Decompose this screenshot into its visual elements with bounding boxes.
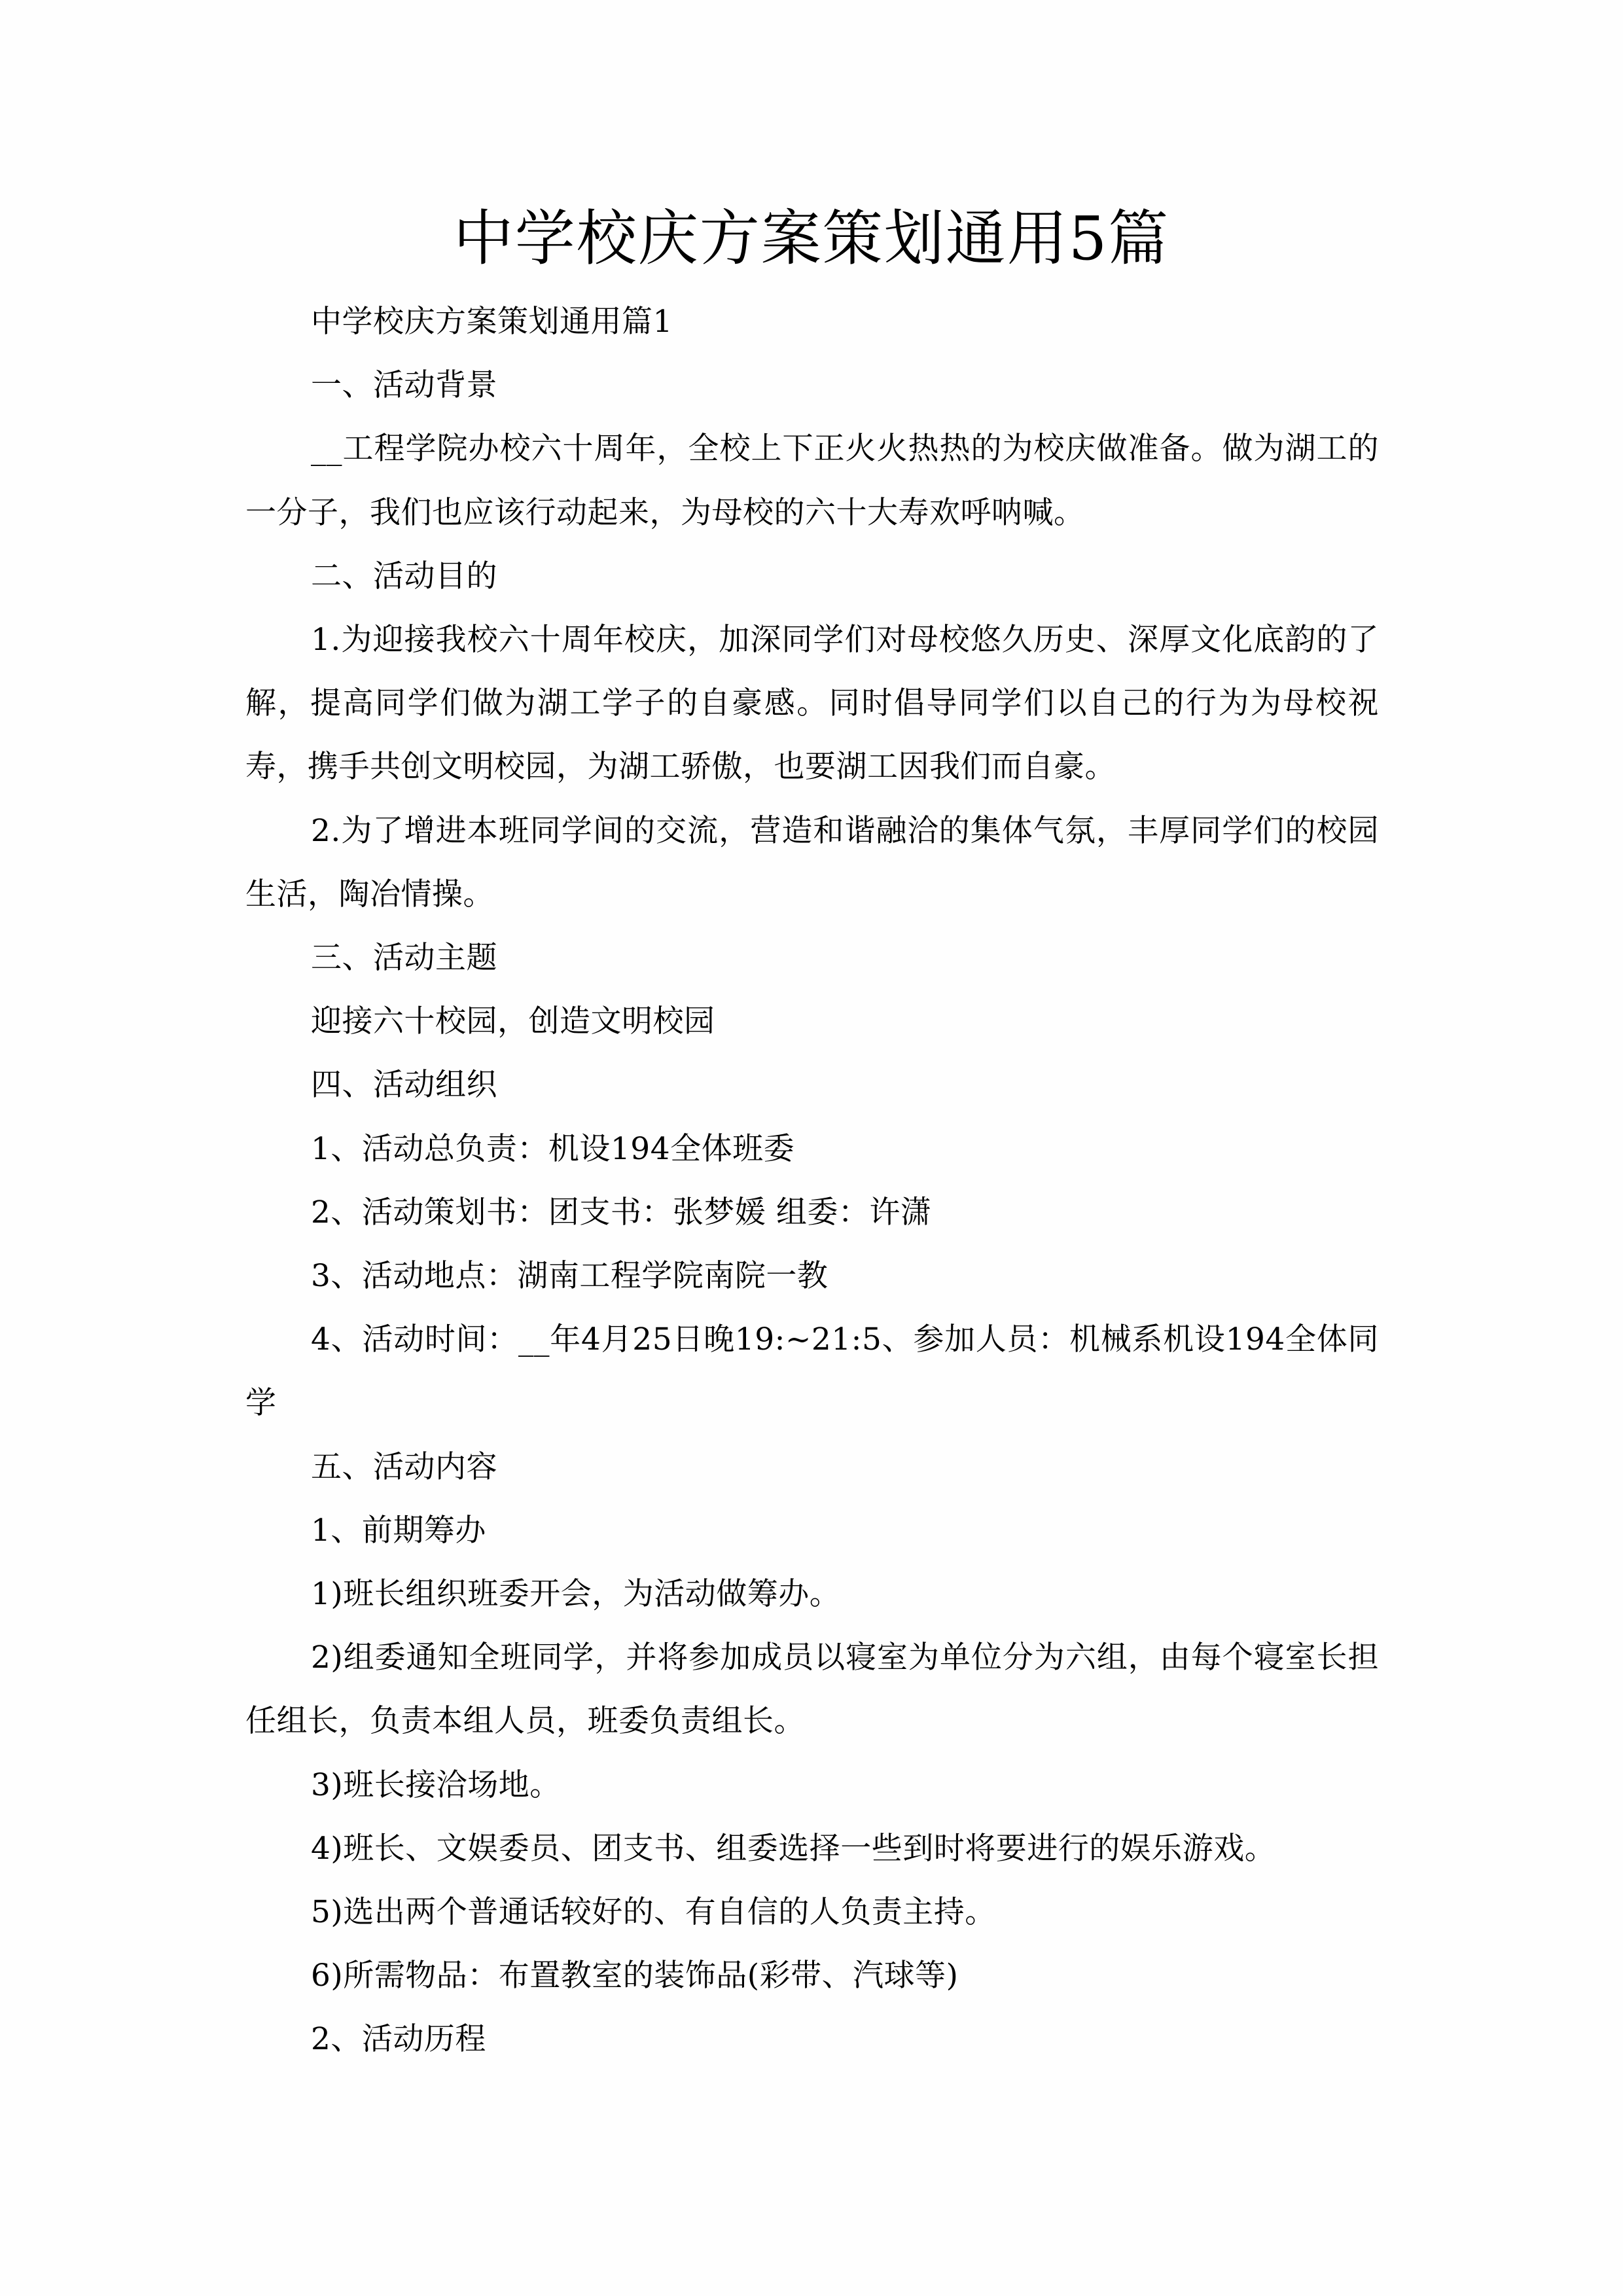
paragraph-purpose-2: 2.为了增进本班同学间的交流，营造和谐融洽的集体气氛，丰厚同学们的校园生活，陶冶情操。 xyxy=(245,812,1379,912)
paragraph-purpose-1: 1.为迎接我校六十周年校庆，加深同学们对母校悠久历史、深厚文化底韵的了解，提高同学们做为湖工学子的自豪感。同时倡导同学们以自己的行为为母校祝寿，携手共创文明校园，为湖工骄傲，也要湖工因我们而自豪。 xyxy=(245,622,1379,785)
list-item-planner: 2、活动策划书：团支书：张梦媛 组委：许潇 xyxy=(311,1194,932,1230)
paragraph-theme: 迎接六十校园，创造文明校园 xyxy=(311,1003,715,1040)
section-subtitle: 中学校庆方案策划通用篇1 xyxy=(311,304,673,340)
heading-content: 五、活动内容 xyxy=(311,1448,497,1485)
heading-theme: 三、活动主题 xyxy=(311,940,497,977)
list-item-prep-1: 1)班长组织班委开会，为活动做筹办。 xyxy=(311,1576,841,1613)
list-item-location: 3、活动地点：湖南工程学院南院一教 xyxy=(311,1258,829,1295)
list-item-prep-6: 6)所需物品：布置教室的装饰品(彩带、汽球等) xyxy=(311,1958,959,1994)
list-item-prep-5: 5)选出两个普通话较好的、有自信的人负责主持。 xyxy=(311,1894,996,1931)
subheading-preparation: 1、前期筹办 xyxy=(311,1512,486,1549)
document-title: 中学校庆方案策划通用5篇 xyxy=(453,204,1170,274)
list-item-prep-3: 3)班长接洽场地。 xyxy=(311,1767,561,1803)
list-item-prep-4: 4)班长、文娱委员、团支书、组委选择一些到时将要进行的娱乐游戏。 xyxy=(311,1830,1276,1867)
heading-organization: 四、活动组织 xyxy=(311,1067,497,1103)
list-item-time-participants: 4、活动时间：__年4月25日晚19:~21:5、参加人员：机械系机设194全体同学 xyxy=(245,1321,1379,1422)
list-item-prep-2: 2)组委通知全班同学，并将参加成员以寝室为单位分为六组，由每个寝室长担任组长，负责本组人员，班委负责组长。 xyxy=(245,1640,1379,1740)
paragraph-background: __工程学院办校六十周年，全校上下正火火热热的为校庆做准备。做为湖工的一分子，我们也应该行动起来，为母校的六十大寿欢呼呐喊。 xyxy=(245,431,1379,531)
subheading-process: 2、活动历程 xyxy=(311,2021,486,2058)
document-body xyxy=(245,290,1379,2072)
heading-purpose: 二、活动目的 xyxy=(311,558,497,594)
list-item-organizer: 1、活动总负责：机设194全体班委 xyxy=(311,1130,795,1167)
heading-background: 一、活动背景 xyxy=(311,367,497,404)
